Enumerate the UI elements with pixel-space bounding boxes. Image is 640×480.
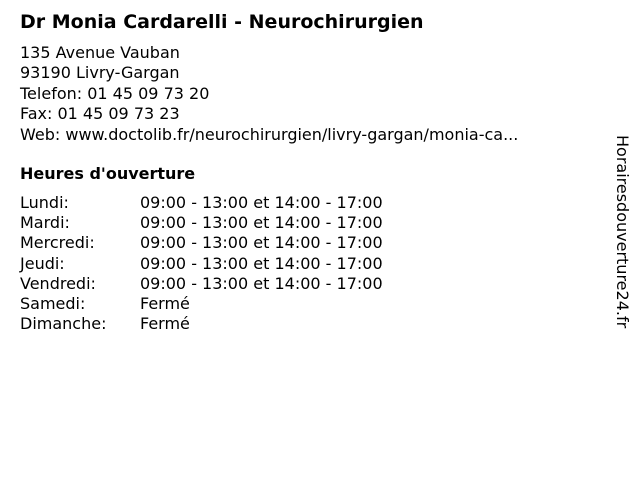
day-hours: 09:00 - 13:00 et 14:00 - 17:00 bbox=[140, 213, 383, 233]
hours-row-wednesday bbox=[20, 233, 383, 253]
contact-block bbox=[20, 43, 518, 145]
day-label: Mercredi: bbox=[20, 233, 95, 253]
hours-row-thursday bbox=[20, 254, 383, 274]
page-title: Dr Monia Cardarelli - Neurochirurgien bbox=[20, 11, 424, 33]
fax-number: Fax: 01 45 09 73 23 bbox=[20, 104, 180, 124]
hours-row-saturday bbox=[20, 294, 383, 314]
phone-number: Telefon: 01 45 09 73 20 bbox=[20, 83, 210, 103]
site-watermark bbox=[614, 135, 634, 375]
day-label: Dimanche: bbox=[20, 314, 107, 334]
day-hours: 09:00 - 13:00 et 14:00 - 17:00 bbox=[140, 233, 383, 253]
address-street: 135 Avenue Vauban bbox=[20, 43, 180, 62]
day-hours: Fermé bbox=[140, 294, 190, 314]
opening-hours-list bbox=[20, 193, 383, 334]
address-city: 93190 Livry-Gargan bbox=[20, 63, 180, 83]
hours-row-monday bbox=[20, 193, 383, 213]
day-label: Samedi: bbox=[20, 294, 86, 314]
day-hours: 09:00 - 13:00 et 14:00 - 17:00 bbox=[140, 273, 383, 293]
day-hours: Fermé bbox=[140, 314, 190, 334]
website-link[interactable]: Web: www.doctolib.fr/neurochirurgien/livry-gargan/monia-ca... bbox=[20, 124, 519, 144]
day-hours: 09:00 - 13:00 et 14:00 - 17:00 bbox=[140, 253, 383, 273]
hours-row-sunday bbox=[20, 314, 383, 334]
day-label: Lundi: bbox=[20, 193, 69, 212]
day-label: Mardi: bbox=[20, 213, 70, 233]
watermark-text: Horairesdouverture24.fr bbox=[613, 135, 632, 329]
hours-heading: Heures d'ouverture bbox=[20, 164, 196, 183]
hours-row-tuesday bbox=[20, 213, 383, 233]
day-label: Vendredi: bbox=[20, 273, 96, 293]
day-hours: 09:00 - 13:00 et 14:00 - 17:00 bbox=[140, 193, 383, 212]
day-label: Jeudi: bbox=[20, 253, 65, 273]
hours-row-friday bbox=[20, 274, 383, 294]
